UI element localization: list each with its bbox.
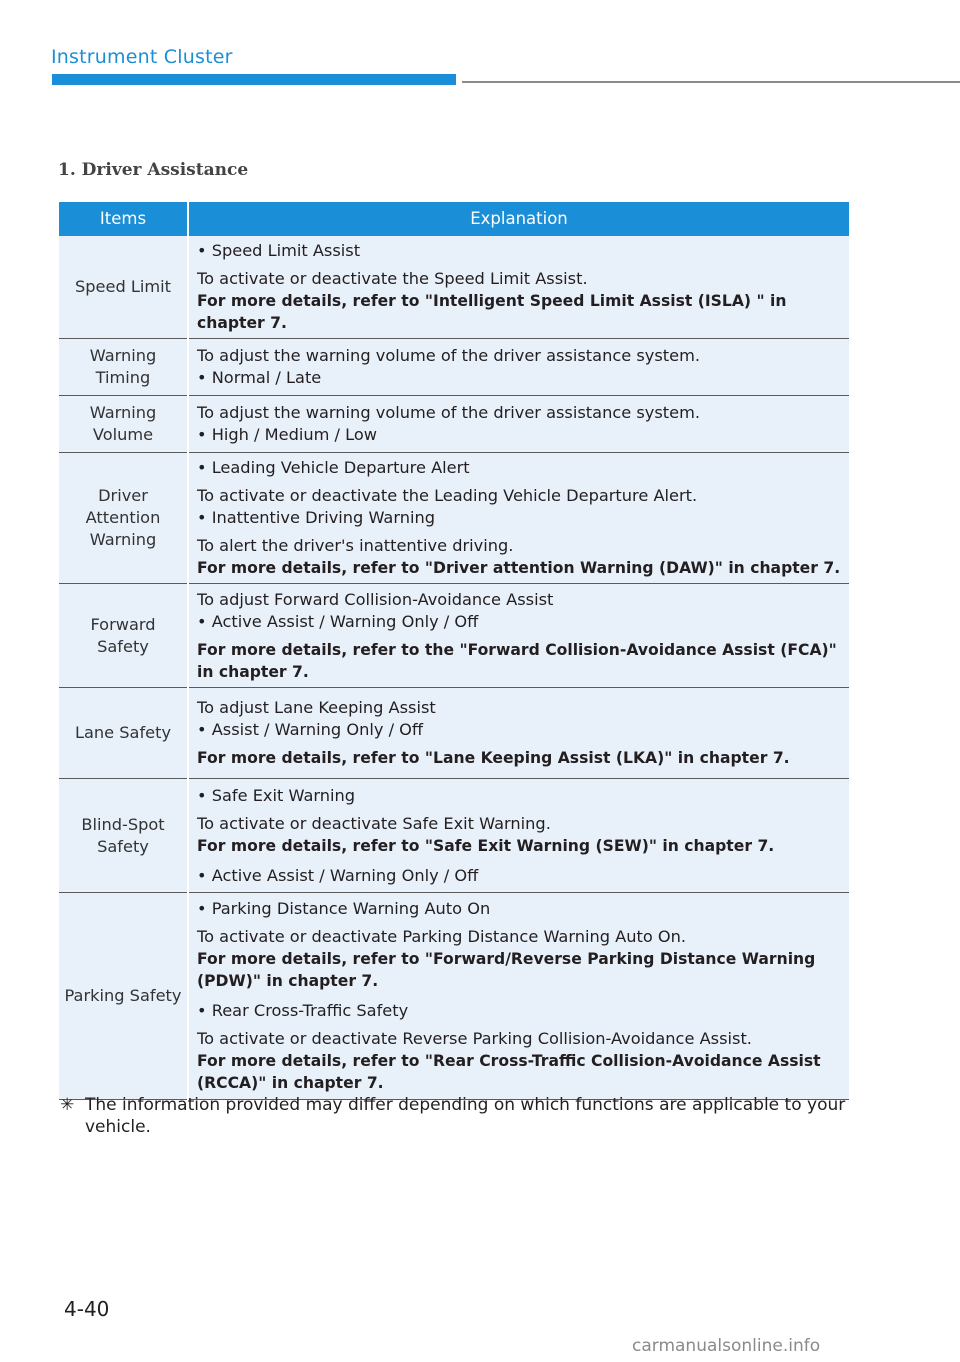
table-header-row xyxy=(59,202,849,236)
explanation-reference: For more details, refer to "Driver attention Warning (DAW)" in chapter 7. xyxy=(197,559,841,577)
row-explanation xyxy=(188,339,849,396)
explanation-line: To activate or deactivate the Leading Vehicle Departure Alert. xyxy=(197,486,698,505)
explanation-reference: For more details, refer to "Lane Keeping Assist (LKA)" in chapter 7. xyxy=(197,749,790,767)
explanation-line: • High / Medium / Low xyxy=(197,425,377,444)
explanation-line: • Safe Exit Warning xyxy=(197,785,356,805)
row-explanation xyxy=(188,453,849,584)
footnote xyxy=(60,1094,850,1138)
asterisk-icon: ✳ xyxy=(60,1095,75,1115)
explanation-line: • Rear Cross-Traffic Safety xyxy=(197,1001,409,1020)
header-title: Instrument Cluster xyxy=(51,46,233,68)
table-row xyxy=(59,453,849,584)
explanation-line: To adjust the warning volume of the driver assistance system. xyxy=(197,346,700,365)
row-explanation xyxy=(188,396,849,453)
explanation-line: • Parking Distance Warning Auto On xyxy=(197,899,491,918)
row-item: Warning Timing xyxy=(59,339,188,396)
row-item: Speed Limit xyxy=(59,236,188,339)
explanation-line: To activate or deactivate the Speed Limit Assist. xyxy=(197,269,588,288)
watermark: carmanualsonline.info xyxy=(632,1336,821,1356)
page-number: 4-40 xyxy=(64,1297,110,1321)
explanation-line: To adjust the warning volume of the driver assistance system. xyxy=(197,403,700,422)
driver-assistance-table xyxy=(59,202,849,1100)
explanation-line: • Assist / Warning Only / Off xyxy=(197,720,424,739)
explanation-reference: For more details, refer to "Safe Exit Warning (SEW)" in chapter 7. xyxy=(197,836,775,855)
row-item: Parking Safety xyxy=(59,893,188,1100)
explanation-line: To activate or deactivate Reverse Parking Collision-Avoidance Assist. xyxy=(197,1029,752,1048)
explanation-line: • Inattentive Driving Warning xyxy=(197,508,436,527)
explanation-line: • Active Assist / Warning Only / Off xyxy=(197,611,479,631)
row-item: Forward Safety xyxy=(59,584,188,688)
row-item: Blind-Spot Safety xyxy=(59,779,188,893)
table-row xyxy=(59,688,849,779)
row-item: Warning Volume xyxy=(59,396,188,453)
explanation-reference: For more details, refer to "Rear Cross-Traffic Collision-Avoidance Assist (RCCA)" in chapter 7. xyxy=(197,1052,821,1092)
row-explanation xyxy=(188,688,849,779)
row-explanation xyxy=(188,779,849,893)
explanation-line: To adjust Forward Collision-Avoidance Assist xyxy=(197,589,554,609)
explanation-line: To activate or deactivate Parking Distance Warning Auto On. xyxy=(197,927,687,946)
explanation-line: • Normal / Late xyxy=(197,368,322,387)
explanation-reference: For more details, refer to "Forward/Reverse Parking Distance Warning (PDW)" in chapter 7. xyxy=(197,950,816,990)
table-row xyxy=(59,584,849,688)
row-item: Lane Safety xyxy=(59,688,188,779)
section-title: 1. Driver Assistance xyxy=(58,160,249,180)
table-row xyxy=(59,779,849,893)
explanation-line: To adjust Lane Keeping Assist xyxy=(197,698,436,717)
row-item: Driver Attention Warning xyxy=(59,453,188,584)
column-header-explanation: Explanation xyxy=(188,202,849,236)
explanation-reference: For more details, refer to the "Forward Collision-Avoidance Assist (FCA)" in chapter 7. xyxy=(197,640,837,681)
table-row xyxy=(59,893,849,1100)
explanation-line: • Speed Limit Assist xyxy=(197,241,361,260)
row-explanation xyxy=(188,893,849,1100)
header-accent-bar xyxy=(52,74,456,85)
header-rule xyxy=(462,81,960,83)
row-explanation xyxy=(188,236,849,339)
row-explanation xyxy=(188,584,849,688)
explanation-line: To alert the driver's inattentive driving. xyxy=(197,536,514,555)
table-row xyxy=(59,396,849,453)
column-header-items: Items xyxy=(59,202,188,236)
explanation-line: To activate or deactivate Safe Exit Warning. xyxy=(197,813,551,833)
table-row xyxy=(59,339,849,396)
footnote-text: The information provided may differ depending on which functions are applicable to your vehicle. xyxy=(85,1095,846,1137)
explanation-line: • Active Assist / Warning Only / Off xyxy=(197,865,479,885)
explanation-line: • Leading Vehicle Departure Alert xyxy=(197,458,470,477)
explanation-reference: For more details, refer to "Intelligent Speed Limit Assist (ISLA) " in chapter 7. xyxy=(197,292,787,332)
table-row xyxy=(59,236,849,339)
